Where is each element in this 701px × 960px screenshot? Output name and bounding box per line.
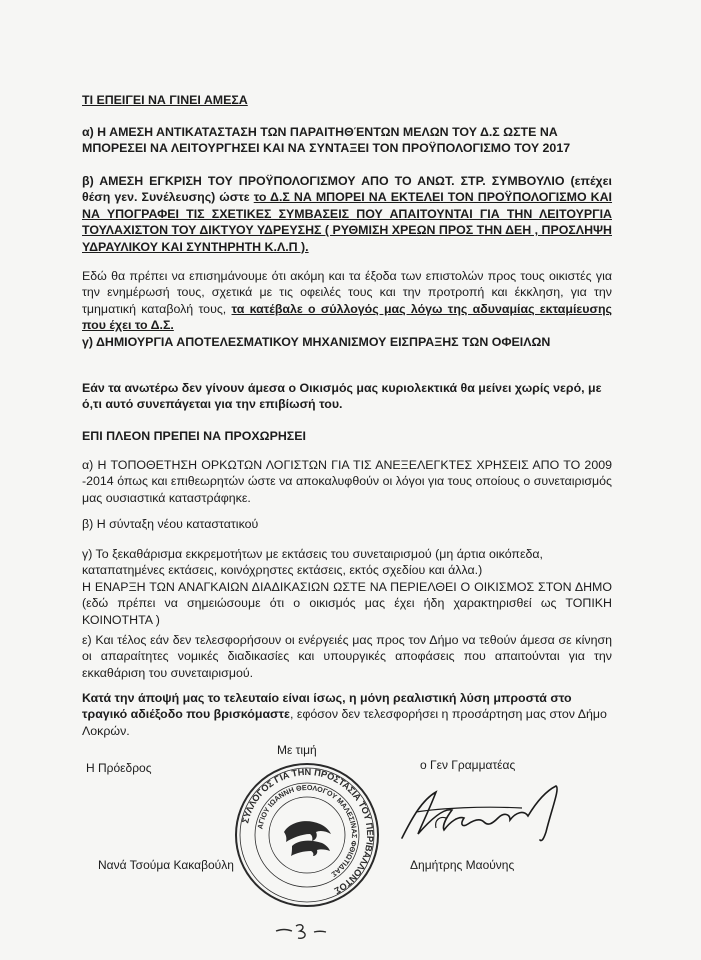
more-c: γ) Το ξεκαθάρισμα εκκρεμοτήτων με εκτάσεις του συνεταιρισμού (μη άρτια οικόπεδα, καταπατημένες εκτάσεις, κοινόχρηστες εκτάσεις, εκτός σχεδίου και άλλα.) bbox=[82, 547, 543, 578]
secretary-name: Δημήτρης Μαούνης bbox=[410, 858, 515, 872]
closing: Με τιμή bbox=[277, 743, 317, 757]
more-d bbox=[82, 579, 612, 628]
page-mark bbox=[272, 920, 332, 942]
dolphin-icon bbox=[284, 821, 331, 856]
more-d-caps: Η ΕΝΑΡΞΗ ΤΩΝ ΑΝΑΓΚΑΙΩΝ ΔΙΑΔΙΚΑΣΙΩΝ ΩΣΤΕ ΝΑ ΠΕΡΙΕΛΘΕΙ Ο ΟΙΚΙΣΜΟΣ ΣΤΟΝ ΔΗΜΟ bbox=[82, 580, 612, 594]
secretary-title: ο Γεν Γραμματέας bbox=[420, 758, 516, 772]
more-a: α) Η ΤΟΠΟΘΕΤΗΣΗ ΟΡΚΩΤΩΝ ΛΟΓΙΣΤΩΝ ΓΙΑ ΤΙΣ ΑΝΕΞΕΛΕΓΚΤΕΣ ΧΡΗΣΕΙΣ ΑΠΟ ΤΟ 2009 -2014 όπως και επιθεωρητών ώστε να αποκαλυφθούν οι λόγοι για τους οποίους ο συνεταιρισμός μας ουσιαστικά καταστράφηκε. bbox=[82, 458, 612, 505]
more-d-rest: (εδώ πρέπει να σημειώσουμε ότι ο οικισμός μας έχει ήδη χαρακτηρισθεί ως ΤΟΠΙΚΗ ΚΟΙΝΟΤΗΤΑ ) bbox=[82, 596, 612, 627]
conclusion bbox=[82, 690, 612, 739]
president-title: Η Πρόεδρος bbox=[86, 761, 152, 775]
stamp-outer-text: ΣΥΛΛΟΓΟΣ ΓΙΑ ΤΗΝ ΠΡΟΣΤΑΣΙΑ ΤΟΥ ΠΕΡΙΒΑΛΛΟΝΤΟΣ bbox=[240, 766, 376, 896]
more-b: β) Η σύνταξη νέου καταστατικού bbox=[82, 517, 259, 531]
conclusion-bold: Κατά την άποψή μας το τελευταίο είναι ίσως, η μόνη ρεαλιστική λύση μπροστά στο τραγικό αδιέξοδο που βρισκόμαστε bbox=[82, 691, 572, 722]
subheading: ΕΠΙ ΠΛΕΟΝ ΠΡΕΠΕΙ ΝΑ ΠΡΟΧΩΡΗΣΕΙ bbox=[82, 429, 306, 443]
item-b-note-emphasis: τα κατέβαλε ο σύλλογός μας λόγω της αδυναμίας εκταμίευσης που έχει το Δ.Σ. bbox=[82, 301, 613, 333]
association-stamp bbox=[232, 760, 382, 910]
item-b-underlined: το Δ.Σ ΝΑ ΜΠΟΡΕΙ ΝΑ ΕΚΤΕΛΕΙ ΤΟΝ ΠΡΟΫΠΟΛΟΓΙΣΜΟ ΚΑΙ ΝΑ ΥΠΟΓΡΑΦΕΙ ΤΙΣ ΣΧΕΤΙΚΕΣ ΣΥΜΒΑΣΕΙΣ ΠΟΥ ΑΠΑΙΤΟΥΝΤΑΙ ΓΙΑ ΤΗΝ ΛΕΙΤΟΥΡΓΙΑ ΤΟΥΛΑΧΙΣΤΟΝ ΤΟΥ ΔΙΚΤΥΟΥ ΥΔΡΕΥΣΗΣ ( ΡΥΘΜΙΣΗ ΧΡΕΩΝ ΠΡΟΣ ΤΗΝ ΔΕΗ , ΠΡΟΣΛΗΨΗ ΥΔΡΑΥΛΙΚΟΥ ΚΑΙ ΣΥΝΤΗΡΗΤΗ Κ.Λ.Π ). bbox=[82, 190, 613, 254]
item-b-intro: β) ΑΜΕΣΗ ΕΓΚΡΙΣΗ ΤΟΥ ΠΡΟΫΠΟΛΟΓΙΣΜΟΥ ΑΠΟ ΤΟ ΑΝΩΤ. ΣΤΡ. ΣΥΜΒΟΥΛΙΟ (επέχει θέση γεν. Συνέλευσης) ώστε bbox=[82, 174, 612, 205]
more-e: ε) Και τέλος εάν δεν τελεσφορήσουν οι ενέργειές μας προς τον Δήμο να τεθούν άμεσα σε κίνηση οι απαραίτητες νομικές διαδικασίες και υπουργικές αποφάσεις που απαιτούνται για την εκκαθάριση του συνεταιρισμού. bbox=[82, 633, 612, 680]
secretary-signature bbox=[392, 778, 567, 846]
item-a: α) Η ΑΜΕΣΗ ΑΝΤΙΚΑΤΑΣΤΑΣΗ ΤΩΝ ΠΑΡΑΙΤΗΘΈΝΤΩΝ ΜΕΛΩΝ ΤΟΥ Δ.Σ ΩΣΤΕ ΝΑ ΜΠΟΡΕΣΕΙ ΝΑ ΛΕΙΤΟΥΡΓΗΣΕΙ ΚΑΙ ΝΑ ΣΥΝΤΑΞΕΙ ΤΟΝ ΠΡΟΫΠΟΛΟΓΙΣΜΟ ΤΟΥ 2017 bbox=[82, 125, 571, 156]
president-name: Νανά Τσούμα Κακαβούλη bbox=[98, 858, 234, 872]
stamp-inner-text: ΑΓΙΟΥ ΙΩΑΝΝΗ ΘΕΟΛΟΓΟΥ ΜΑΛΕΣΙΝΑΣ ΦΘΙΩΤΙΔΑΣ bbox=[255, 782, 360, 879]
item-b-note-text: Εδώ θα πρέπει να επισημάνουμε ότι ακόμη και τα έξοδα των επιστολών προς τους οικιστές για την ενημέρωσή τους, σχετικά με τις οφειλές τους και την προτροπή και έκκληση, για την τμηματική καταβολή τους, bbox=[82, 269, 612, 316]
item-b-note bbox=[82, 268, 612, 334]
item-b bbox=[82, 173, 612, 255]
main-heading: ΤΙ ΕΠΕΙΓΕΙ ΝΑ ΓΙΝΕΙ ΑΜΕΣΑ bbox=[82, 93, 248, 107]
warning-paragraph: Εάν τα ανωτέρω δεν γίνουν άμεσα ο Οικισμός μας κυριολεκτικά θα μείνει χωρίς νερό, με ό,τι αυτό συνεπάγεται για την επιβίωσή του. bbox=[82, 381, 602, 412]
conclusion-rest: , εφόσον δεν τελεσφορήσει η προσάρτηση μας στον Δήμο Λοκρών. bbox=[82, 707, 607, 738]
item-c: γ) ΔΗΜΙΟΥΡΓΙΑ ΑΠΟΤΕΛΕΣΜΑΤΙΚΟΥ ΜΗΧΑΝΙΣΜΟΥ ΕΙΣΠΡΑΞΗΣ ΤΩΝ ΟΦΕΙΛΩΝ bbox=[82, 335, 551, 349]
